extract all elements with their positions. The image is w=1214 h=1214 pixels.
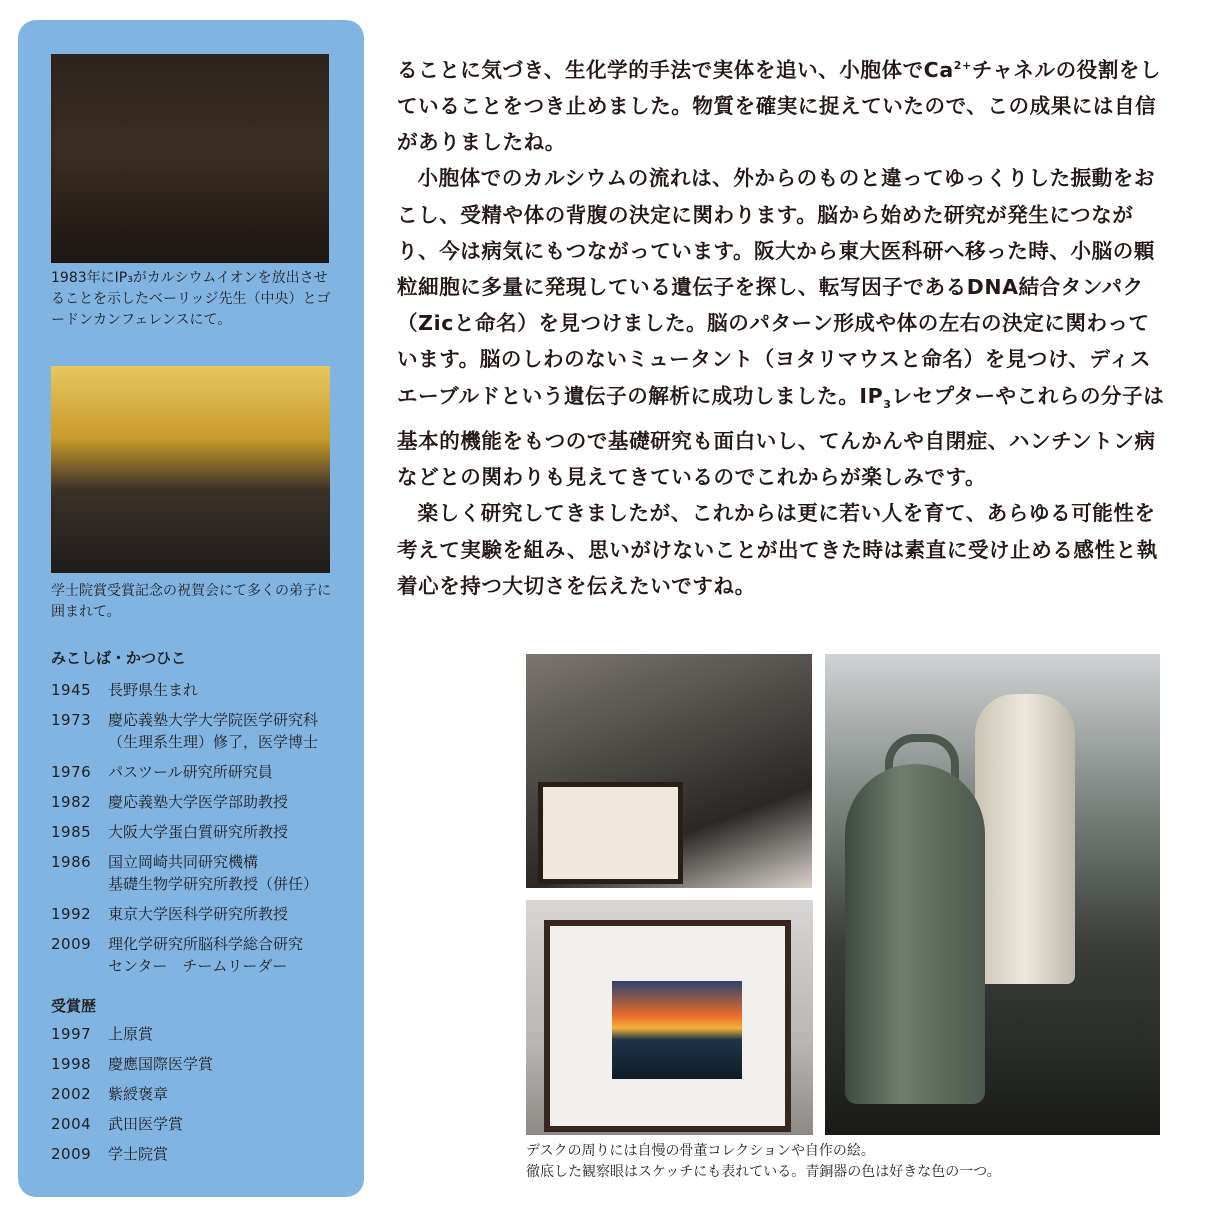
career-year: 1976 [51, 763, 92, 781]
award-year: 2002 [51, 1085, 92, 1103]
career-item [51, 709, 351, 753]
career-list [51, 679, 351, 985]
subscript-ip3: 3 [883, 397, 892, 411]
bottom-caption-line-2: 徹底した観察眼はスケッチにも表れている。青銅器の色は好きな色の一つ。 [526, 1164, 1001, 1180]
career-item [51, 851, 351, 895]
award-text: 武田医学賞 [108, 1115, 184, 1133]
paragraph-2 [397, 160, 1167, 495]
career-year: 1986 [51, 853, 92, 871]
career-year: 1982 [51, 793, 92, 811]
framed-sketch [538, 782, 683, 884]
award-item [51, 1023, 351, 1045]
award-year: 2004 [51, 1115, 92, 1133]
article-body [397, 48, 1167, 604]
career-text: パスツール研究所研究員 [108, 763, 273, 781]
photo-bronze-collection [825, 654, 1160, 1135]
photo-celebration-party [51, 366, 330, 573]
career-item [51, 679, 351, 701]
bronze-bell [845, 764, 985, 1104]
paragraph-1 [397, 48, 1167, 160]
career-text: 東京大学医科学研究所教授 [108, 905, 289, 923]
career-item [51, 903, 351, 925]
career-item [51, 821, 351, 843]
career-item [51, 933, 351, 977]
career-text: 国立岡崎共同研究機構 基礎生物学研究所教授（併任） [108, 853, 319, 893]
photo-professor-with-sketch [526, 654, 812, 888]
award-text: 学士院賞 [108, 1145, 169, 1163]
sunset-painting [612, 981, 742, 1079]
award-year: 1997 [51, 1025, 92, 1043]
awards-list [51, 1023, 351, 1173]
award-year: 2009 [51, 1145, 92, 1163]
profile-sidebar [18, 20, 364, 1197]
photo1-caption: 1983年にIP₃がカルシウムイオンを放出させることを示したベーリッジ先生（中央）とゴードンカンフェレンスにて。 [51, 270, 331, 328]
career-text: 慶応義塾大学医学部助教授 [108, 793, 289, 811]
award-text: 紫綬褒章 [108, 1085, 169, 1103]
paragraph-2-part-a: 小胞体でのカルシウムの流れは、外からのものと違ってゆっくりした振動をおこし、受精や体の背腹の決定に関わります。脳から始めた研究が発生につながり、今は病気にもつながっています。阪大から東大医科研へ移った時、小脳の顆粒細胞に多量に発現している遺伝子を探し、転写因子であるDNA結合タンパク（Zicと命名）を見つけました。脳のパターン形成や体の左右の決定に関わっています。脳のしわのないミュータント（ヨタリマウスと命名）を見つけ、ディスエーブルドという遺伝子の解析に成功しました。IP [397, 166, 1156, 408]
career-item [51, 791, 351, 813]
profile-name: みこしば・かつひこ [51, 649, 187, 667]
career-text: 大阪大学蛋白質研究所教授 [108, 823, 289, 841]
award-year: 1998 [51, 1055, 92, 1073]
career-year: 1945 [51, 681, 92, 699]
award-item [51, 1143, 351, 1165]
paragraph-1-part-a: ることに気づき、生化学的手法で実体を追い、小胞体でCa [397, 57, 954, 82]
award-item [51, 1053, 351, 1075]
career-year: 1973 [51, 711, 92, 729]
career-year: 1985 [51, 823, 92, 841]
career-item [51, 761, 351, 783]
paragraph-3: 楽しく研究してきましたが、これからは更に若い人を育て、あらゆる可能性を考えて実験を組み、思いがけないことが出てきた時は素直に受け止める感性と執着心を持つ大切さを伝えたいですね。 [397, 501, 1158, 598]
award-text: 上原賞 [108, 1025, 154, 1043]
career-year: 2009 [51, 935, 92, 953]
stone-statue [975, 694, 1075, 984]
career-text: 理化学研究所脳科学総合研究 センター チームリーダー [108, 935, 304, 975]
paragraph-2-part-b: レセプターやこれらの分子は基本的機能をもつので基礎研究も面白いし、てんかんや自閉症、ハンチントン病などとの関わりも見えてきているのでこれからが楽しみです。 [397, 383, 1165, 490]
bottom-photo-caption [526, 1141, 1166, 1183]
award-item [51, 1083, 351, 1105]
bottom-caption-line-1: デスクの周りには自慢の骨董コレクションや自作の絵。 [526, 1143, 875, 1159]
photo2-caption: 学士院賞受賞記念の祝賀会にて多くの弟子に囲まれて。 [51, 583, 331, 620]
photo-framed-painting [526, 900, 813, 1135]
award-text: 慶應国際医学賞 [108, 1055, 214, 1073]
career-text: 長野県生まれ [108, 681, 199, 699]
career-year: 1992 [51, 905, 92, 923]
awards-heading: 受賞歴 [51, 997, 97, 1015]
superscript-charge: 2+ [953, 59, 972, 72]
photo-gordon-conference [51, 54, 329, 263]
painting-frame [544, 920, 791, 1132]
paragraph-1-part-b: チャネルの役割をしていることをつき止めました。物質を確実に捉えていたので、この成果には自信がありましたね。 [397, 57, 1162, 155]
career-text: 慶応義塾大学大学院医学研究科 （生理系生理）修了，医学博士 [108, 711, 319, 751]
award-item [51, 1113, 351, 1135]
